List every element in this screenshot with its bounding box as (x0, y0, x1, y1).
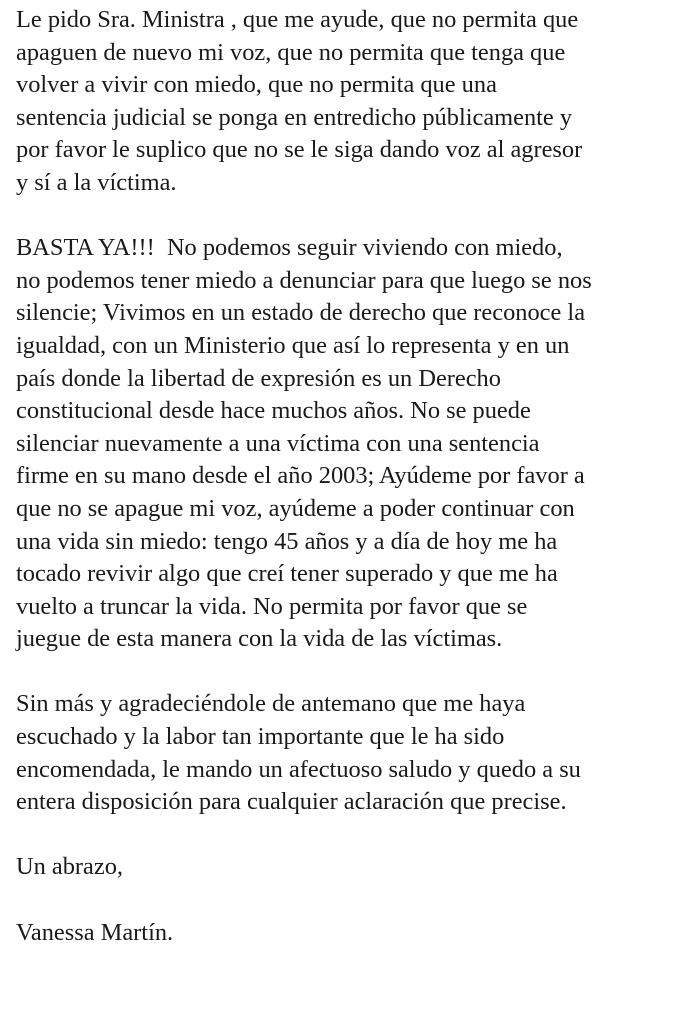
text-line: igualdad, con un Ministerio que así lo representa y en un (16, 331, 570, 359)
text-line: país donde la libertad de expresión es un Derecho (16, 364, 501, 392)
text-line: juegue de esta manera con la vida de las víctimas. (16, 625, 503, 653)
paragraph-farewell (16, 688, 675, 818)
text-line: vuelto a truncar la vida. No permita por favor que se (16, 592, 528, 620)
text-line: silenciar nuevamente a una víctima con una sentencia (16, 429, 540, 457)
text-line: por favor le suplico que no se le siga dando voz al agresor (16, 136, 583, 164)
text-line: no podemos tener miedo a denunciar para que luego se nos (16, 266, 592, 294)
text-line: una vida sin miedo: tengo 45 años y a día de hoy me ha (16, 527, 558, 555)
text-line: firme en su mano desde el año 2003; Ayúdeme por favor a (16, 462, 585, 490)
text-line: y sí a la víctima. (16, 168, 177, 196)
text-line: silencie; Vivimos en un estado de derecho que reconoce la (16, 299, 586, 327)
text-line: entera disposición para cualquier aclaración que precise. (16, 788, 567, 816)
text-line: Le pido Sra. Ministra , que me ayude, que no permita que (16, 6, 579, 33)
text-line: Sin más y agradeciéndole de antemano que me haya (16, 690, 526, 718)
text-line: escuchado y la labor tan importante que le ha sido (16, 723, 505, 751)
text-line: volver a vivir con miedo, que no permita que una (16, 71, 497, 99)
paragraph-basta-ya (16, 232, 675, 656)
text-line: encomendada, le mando un afectuoso saludo y quedo a su (16, 755, 581, 783)
closing-salutation: Un abrazo, (16, 853, 123, 881)
text-line: constitucional desde hace muchos años. No se puede (16, 397, 531, 425)
text-line: apaguen de nuevo mi voz, que no permita que tenga que (16, 38, 566, 66)
signature-name: Vanessa Martín. (16, 918, 174, 946)
paragraph-request (16, 4, 675, 200)
text-line: BASTA YA!!! No podemos seguir viviendo con miedo, (16, 234, 563, 262)
text-line: tocado revivir algo que creí tener superado y que me ha (16, 560, 558, 588)
letter-body (16, 4, 675, 982)
text-line: que no se apague mi voz, ayúdeme a poder continuar con (16, 494, 575, 522)
text-line: sentencia judicial se ponga en entredicho públicamente y (16, 103, 573, 131)
